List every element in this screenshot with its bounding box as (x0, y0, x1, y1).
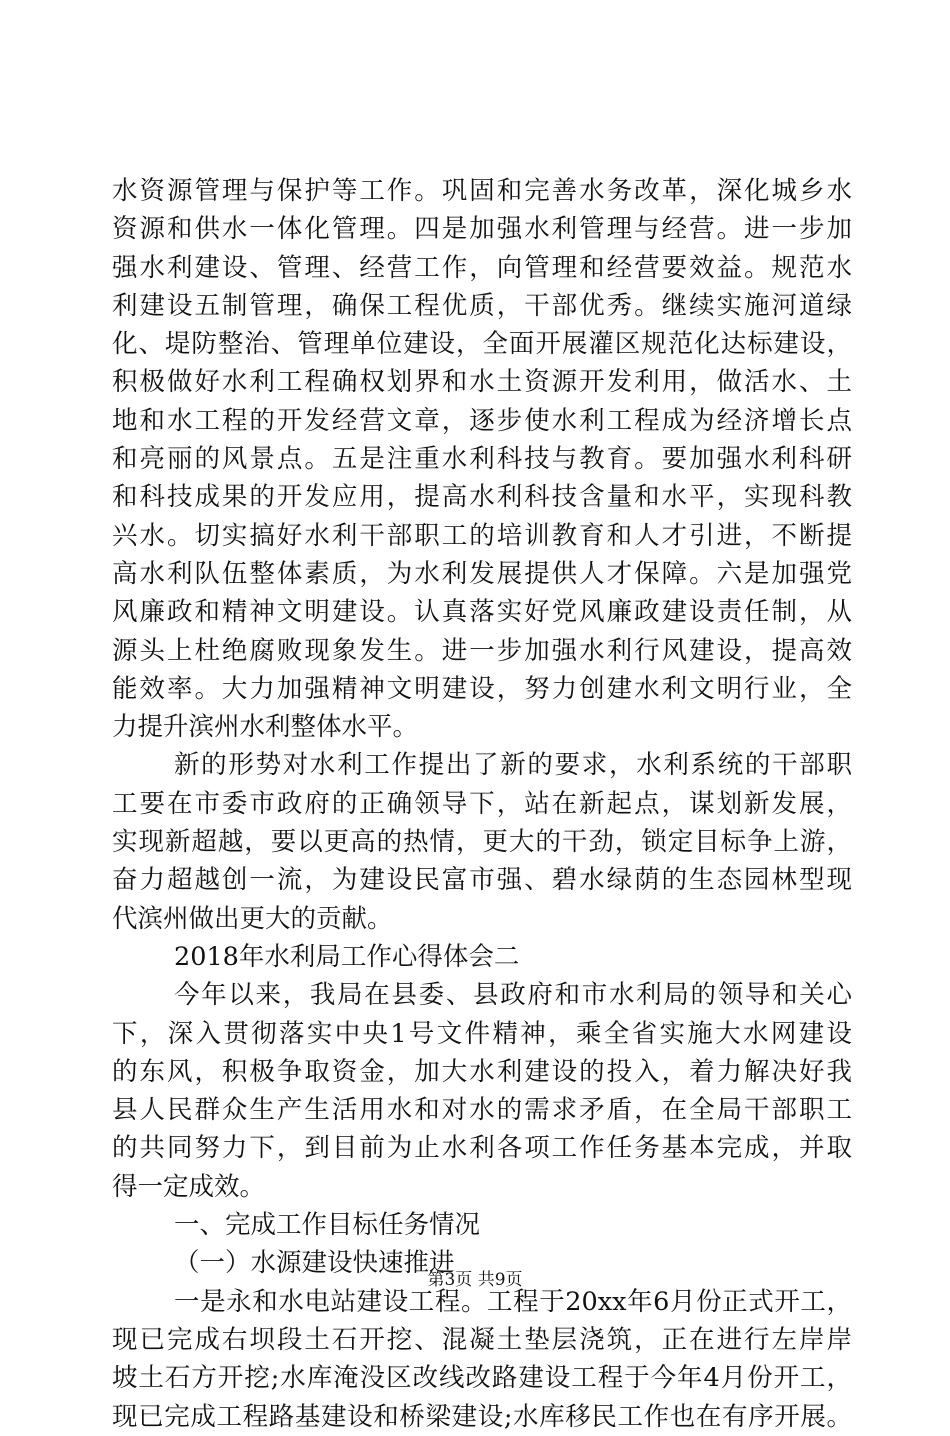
text-line: 利建设五制管理，确保工程优质，干部优秀。继续实施河道绿 (112, 290, 852, 321)
text-line: 坡土石方开挖;水库淹没区改线改路建设工程于今年4月份开工， (112, 1363, 852, 1394)
heading-level-1: 一、完成工作目标任务情况 (174, 1210, 481, 1241)
text-line: 资源和供水一体化管理。四是加强水利管理与经营。进一步加 (112, 214, 852, 245)
text-line: 县人民群众生产生活用水和对水的需求矛盾，在全局干部职工 (112, 1095, 852, 1126)
text-line: 水资源管理与保护等工作。巩固和完善水务改革，深化城乡水 (112, 176, 852, 206)
text-line: 风廉政和精神文明建设。认真落实好党风廉政建设责任制，从 (112, 597, 852, 628)
text-line: 实现新超越，要以更高的热情，更大的干劲，锁定目标争上游， (112, 827, 852, 858)
text-line: 强水利建设、管理、经营工作，向管理和经营要效益。规范水 (112, 252, 852, 283)
text-line: 兴水。切实搞好水利干部职工的培训教育和人才引进，不断提 (112, 520, 852, 551)
text-line: 奋力超越创一流，为建设民富市强、碧水绿荫的生态园林型现 (112, 865, 852, 896)
page-footer (0, 1268, 950, 1292)
text-line: 现已完成工程路基建设和桥梁建设;水库移民工作也在有序开展。 (112, 1401, 852, 1432)
text-line: 代滨州做出更大的贡献。 (112, 903, 393, 934)
text-line: 下，深入贯彻落实中央1号文件精神，乘全省实施大水网建设 (112, 1018, 852, 1049)
text-line: 得一定成效。 (112, 1171, 266, 1202)
section-title: 2018年水利局工作心得体会二 (174, 941, 520, 972)
text-line: 的共同努力下，到目前为止水利各项工作任务基本完成，并取 (112, 1133, 852, 1164)
text-line: 地和水工程的开发经营文章，逐步使水利工程成为经济增长点 (112, 405, 852, 436)
text-line: 工要在市委市政府的正确领导下，站在新起点，谋划新发展， (112, 788, 852, 819)
text-line: 源头上杜绝腐败现象发生。进一步加强水利行风建设，提高效 (112, 635, 852, 666)
document-body (112, 172, 852, 1436)
page-number-label: 第3页 共9页 (427, 1270, 523, 1290)
text-line: 新的形势对水利工作提出了新的要求，水利系统的干部职 (174, 750, 852, 781)
heading-level-2: （一）水源建设快速推进 (174, 1248, 455, 1279)
text-line: 力提升滨州水利整体水平。 (112, 712, 419, 743)
text-line: 能效率。大力加强精神文明建设，努力创建水利文明行业，全 (112, 673, 852, 704)
text-line: 积极做好水利工程确权划界和水土资源开发利用，做活水、土 (112, 367, 852, 398)
text-line: 和科技成果的开发应用，提高水利科技含量和水平，实现科教 (112, 482, 852, 513)
text-line: 和亮丽的风景点。五是注重水利科技与教育。要加强水利科研 (112, 444, 852, 475)
text-line: 一是永和水电站建设工程。工程于20xx年6月份正式开工， (174, 1286, 852, 1317)
text-line: 现已完成右坝段土石开挖、混凝土垫层浇筑，正在进行左岸岸 (112, 1324, 852, 1355)
text-line: 今年以来，我局在县委、县政府和市水利局的领导和关心 (174, 980, 852, 1011)
text-line: 化、堤防整治、管理单位建设，全面开展灌区规范化达标建设， (112, 329, 852, 360)
text-line: 高水利队伍整体素质，为水利发展提供人才保障。六是加强党 (112, 558, 852, 589)
text-line: 的东风，积极争取资金，加大水利建设的投入，着力解决好我 (112, 1056, 852, 1087)
